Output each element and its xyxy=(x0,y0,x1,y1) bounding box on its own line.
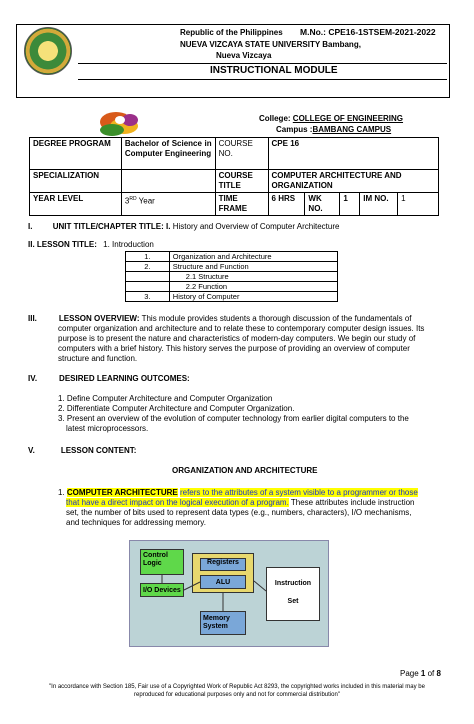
content-heading: ORGANIZATION AND ARCHITECTURE xyxy=(172,466,318,475)
lesson-topics-table xyxy=(125,251,338,302)
campus-line xyxy=(276,125,391,135)
week-no-value: 1 xyxy=(340,193,360,216)
lesson-topic-row xyxy=(126,282,338,292)
notice-line: "In accordance with Section 185, Fair use of a Copyrighted Work of Republic Act 8293, the copyrighted works included in this material may be xyxy=(49,684,425,690)
topic-number xyxy=(126,282,170,292)
section-lesson-title xyxy=(28,240,154,250)
unit-title-value: History and Overview of Computer Architecture xyxy=(172,222,340,231)
control-logic-box: Control Logic xyxy=(140,549,184,575)
section-unit-title xyxy=(28,222,339,232)
topic-number xyxy=(126,272,170,282)
overview-line: purpose is to present the nature and characteristics of modern-day computers. We begin our study of xyxy=(58,334,416,343)
memory-system-box: Memory System xyxy=(200,611,246,635)
registers-box: Registers xyxy=(200,558,246,571)
section-number: II. xyxy=(28,240,35,249)
year-word: Year xyxy=(138,196,155,206)
year-sup: RD xyxy=(129,196,137,202)
campus-label: Campus : xyxy=(276,125,313,134)
section-lesson-overview xyxy=(28,314,448,364)
overview-line: structure and function. xyxy=(58,354,138,363)
overview-line: computers with a brief history. This history serves the purpose of providing an overview of computer xyxy=(58,344,410,353)
topic-text: 2.1 Structure xyxy=(169,272,337,282)
page-label: Page xyxy=(400,669,419,678)
im-no-value: 1 xyxy=(398,193,439,216)
page-of: of xyxy=(427,669,435,678)
instruction-label: Instruction xyxy=(274,580,312,587)
computer-architecture-paragraph xyxy=(58,488,450,528)
lesson-topic-row xyxy=(126,262,338,272)
page-number xyxy=(400,669,441,679)
section-label: UNIT TITLE/CHAPTER TITLE: xyxy=(52,222,164,231)
time-frame-value: 6 HRS xyxy=(268,193,305,216)
course-title-value: COMPUTER ARCHITECTURE AND ORGANIZATION xyxy=(268,170,438,193)
section-label: DESIRED LEARNING OUTCOMES: xyxy=(59,374,190,383)
degree-program-value: Bachelor of Science in Computer Engineering xyxy=(121,138,215,170)
week-no-label: WK NO. xyxy=(305,193,340,216)
alu-box: ALU xyxy=(200,575,246,589)
year-level-value xyxy=(121,193,215,216)
section-learning-outcomes xyxy=(28,374,190,384)
topic-text: History of Computer xyxy=(169,292,337,302)
year-num: 3 xyxy=(124,196,130,206)
outcome-item: latest microprocessors. xyxy=(66,424,149,433)
lesson-topic-row xyxy=(126,252,338,262)
course-info-table xyxy=(29,137,439,216)
specialization-value xyxy=(121,170,215,193)
item-number: 1. xyxy=(58,488,65,497)
outcomes-list xyxy=(58,394,448,434)
page-total: 8 xyxy=(436,669,441,678)
section-label: LESSON OVERVIEW: xyxy=(58,314,140,323)
topic-text: 2.2 Function xyxy=(169,282,337,292)
section-number: III. xyxy=(28,314,37,323)
university-name: NUEVA VIZCAYA STATE UNIVERSITY Bambang, xyxy=(180,40,361,49)
unit-number: I. xyxy=(166,222,171,231)
campus-value: BAMBANG CAMPUS xyxy=(312,125,392,134)
university-seal-logo xyxy=(24,27,72,75)
year-level-label: YEAR LEVEL xyxy=(30,193,122,216)
diagram-connectors xyxy=(130,541,328,646)
definition-text: These attributes include instruction xyxy=(288,498,415,507)
section-label: LESSON CONTENT: xyxy=(60,446,137,455)
course-no-label: COURSE NO. xyxy=(215,138,268,170)
overview-line: computer organization and architecture and to relate these to contemporary computer design issues. Its xyxy=(58,324,425,333)
college-line xyxy=(259,114,403,124)
definition-text: and techniques for addressing memory. xyxy=(66,518,206,527)
section-label: LESSON TITLE: xyxy=(36,240,97,249)
topic-number: 2. xyxy=(126,262,170,272)
module-number: M.No.: CPE16-1STSEM-2021-2022 xyxy=(300,27,436,37)
specialization-label: SPECIALIZATION xyxy=(30,170,122,193)
highlighted-definition: refers to the attributes of a system visible to a programmer or those xyxy=(179,488,418,497)
lesson-topic-row xyxy=(126,292,338,302)
notice-line: reproduced for educational purposes only and not for commercial distribution" xyxy=(134,692,340,698)
time-frame-label: TIME FRAME xyxy=(215,193,268,216)
definition-text: set, the number of bits used to represent data types (e.g., numbers, characters), I/O mechanisms, xyxy=(66,508,412,517)
header-divider-2 xyxy=(78,79,447,80)
io-devices-box: I/O Devices xyxy=(140,583,184,597)
province-text: Nueva Vizcaya xyxy=(216,51,272,60)
copyright-notice xyxy=(10,683,464,699)
overview-line: This module provides students a thorough discussion of the fundamentals of xyxy=(141,314,412,323)
topic-text: Organization and Architecture xyxy=(169,252,337,262)
outcome-item: 1. Define Computer Architecture and Computer Organization xyxy=(58,394,273,403)
term-highlight: COMPUTER ARCHITECTURE xyxy=(66,488,178,497)
lesson-topic-row xyxy=(126,272,338,282)
topic-text: Structure and Function xyxy=(169,262,337,272)
section-number: I. xyxy=(28,222,33,231)
page-current: 1 xyxy=(420,669,426,678)
degree-program-label: DEGREE PROGRAM xyxy=(30,138,122,170)
college-label: College: xyxy=(259,114,291,123)
lesson-title-value: 1. Introduction xyxy=(103,240,154,249)
highlighted-definition: that have a direct impact on the logical execution of a program. xyxy=(66,498,289,507)
republic-text: Republic of the Philippines xyxy=(180,28,283,37)
set-label: Set xyxy=(287,598,299,605)
architecture-diagram xyxy=(129,540,329,647)
course-no-value: CPE 16 xyxy=(268,138,438,170)
topic-number: 1. xyxy=(126,252,170,262)
outcome-item: 3. Present an overview of the evolution of computer technology from earlier digital computers to the xyxy=(58,414,409,423)
module-title: INSTRUCTIONAL MODULE xyxy=(210,65,338,76)
topic-number: 3. xyxy=(126,292,170,302)
section-lesson-content xyxy=(28,446,136,456)
header-divider xyxy=(78,63,447,64)
im-no-label: IM NO. xyxy=(360,193,398,216)
college-value: COLLEGE OF ENGINEERING xyxy=(292,114,404,123)
section-number: V. xyxy=(28,446,35,455)
outcome-item: 2. Differentiate Computer Architecture and Computer Organization. xyxy=(58,404,295,413)
course-title-label: COURSE TITLE xyxy=(215,170,268,193)
section-number: IV. xyxy=(28,374,38,383)
